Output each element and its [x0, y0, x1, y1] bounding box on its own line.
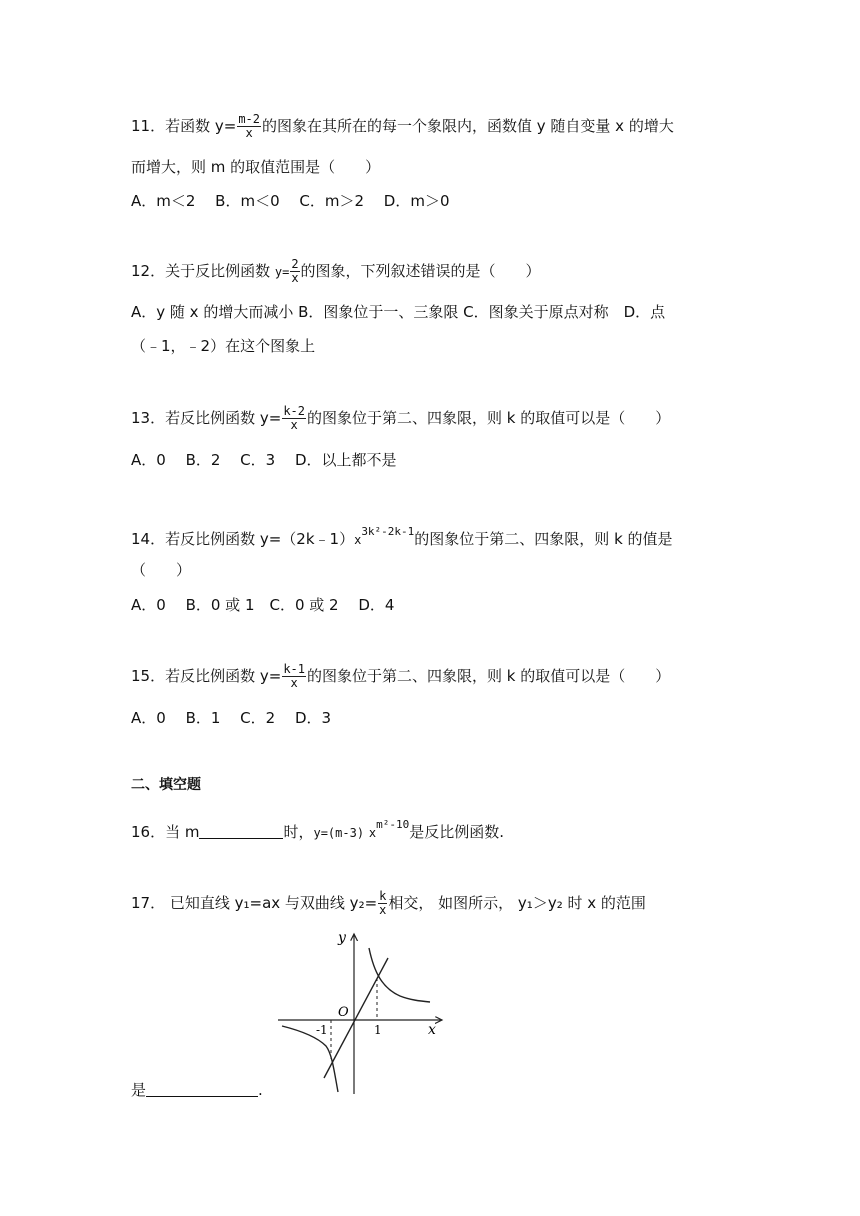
q13-numerator: k-2: [283, 404, 305, 418]
q16-suffix: 是反比例函数.: [409, 823, 504, 841]
q15-options: A．0 B．1 C．2 D．3: [131, 709, 332, 727]
q14-base: x: [354, 533, 362, 547]
q11-line2: 而增大，则 m 的取值范围是（ ）: [131, 158, 381, 176]
y-axis-label: y: [338, 930, 346, 946]
tick-label-1: 1: [374, 1023, 382, 1037]
q11-line1: [131, 113, 674, 140]
q16-line: [131, 815, 504, 843]
q15-prefix: 15．若反比例函数: [131, 667, 260, 685]
q17-line2-suffix: .: [258, 1081, 263, 1099]
q16-mid: 时，: [283, 823, 314, 841]
q13-y: y=: [259, 409, 282, 427]
q11-denominator: x: [245, 126, 253, 140]
q14-line2: （ ）: [131, 561, 192, 579]
q11-options: A．m＜2 B．m＜0 C．m＞2 D．m＞0: [131, 192, 450, 210]
q15-suffix: 的图象位于第二、四象限，则 k 的取值可以是（ ）: [307, 667, 671, 685]
q11-y: y=: [214, 117, 237, 135]
q11-suffix: 的图象在其所在的每一个象限内，函数值 y 随自变量 x 的增大: [262, 117, 674, 135]
origin-label: O: [338, 1005, 349, 1020]
q12-prefix: 12．关于反比例函数: [131, 262, 275, 280]
q14-line1: [131, 522, 673, 550]
q17-line2-prefix: 是: [131, 1081, 147, 1099]
q13-suffix: 的图象位于第二、四象限，则 k 的取值可以是（ ）: [307, 409, 671, 427]
q14-prefix: 14．若反比例函数 y=（2k﹣1）: [131, 530, 355, 548]
q12-line1: [131, 258, 541, 285]
q14-exponent: 3k²-2k-1: [361, 525, 415, 538]
q16-prefix: 16．当 m: [131, 823, 200, 841]
q12-options-line1: A．y 随 x 的增大而减小 B．图象位于一、三象限 C．图象关于原点对称 D．点: [131, 303, 666, 321]
x-axis-label: x: [428, 1022, 436, 1038]
q14-options: A．0 B．0 或 1 C．0 或 2 D．4: [131, 596, 395, 614]
q12-denominator: x: [291, 271, 299, 285]
q15-fraction: [282, 663, 306, 690]
q17-line2: [131, 1080, 263, 1100]
q16-exponent: m²-10: [376, 818, 410, 831]
q16-answer-blank[interactable]: [199, 824, 283, 839]
q12-fraction: [290, 258, 299, 285]
tick-label-neg1: -1: [316, 1023, 328, 1037]
q17-line1: [131, 890, 646, 917]
q12-suffix: 的图象，下列叙述错误的是（ ）: [300, 262, 541, 280]
hyperbola-branch-q1: [369, 948, 430, 1002]
q13-fraction: [282, 405, 306, 432]
q13-denominator: x: [290, 418, 298, 432]
hyperbola-branch-q3: [282, 1026, 338, 1092]
q12-options-line2: （﹣1，﹣2）在这个图象上: [131, 337, 316, 355]
q13-prefix: 13．若反比例函数: [131, 409, 260, 427]
q14-suffix: 的图象位于第二、四象限，则 k 的值是: [414, 530, 673, 548]
q17-denominator: x: [379, 903, 387, 917]
q15-denominator: x: [290, 676, 298, 690]
q12-numerator: 2: [291, 257, 299, 271]
q15-y: y=: [259, 667, 282, 685]
q11-numerator: m-2: [238, 112, 260, 126]
q17-suffix: 相交， 如图所示， y₁＞y₂ 时 x 的范围: [388, 894, 646, 912]
q13-line1: [131, 405, 670, 432]
q17-numerator: k: [379, 889, 387, 903]
q12-y: y=: [274, 265, 290, 279]
q15-numerator: k-1: [283, 662, 305, 676]
q11-fraction: [237, 113, 261, 140]
q17-prefix: 17． 已知直线 y₁=ax 与双曲线 y₂=: [131, 894, 378, 912]
q17-answer-blank[interactable]: [146, 1082, 258, 1097]
q17-fraction: [378, 890, 387, 917]
q16-base: x: [368, 826, 377, 840]
hyperbola-line-figure: [270, 928, 450, 1098]
section-title: 二、填空题: [131, 777, 201, 793]
q15-line1: [131, 663, 670, 690]
q11-prefix: 11．若函数: [131, 117, 215, 135]
q16-expression: y=(m-3): [313, 826, 365, 840]
q13-options: A．0 B．2 C．3 D．以上都不是: [131, 451, 397, 469]
